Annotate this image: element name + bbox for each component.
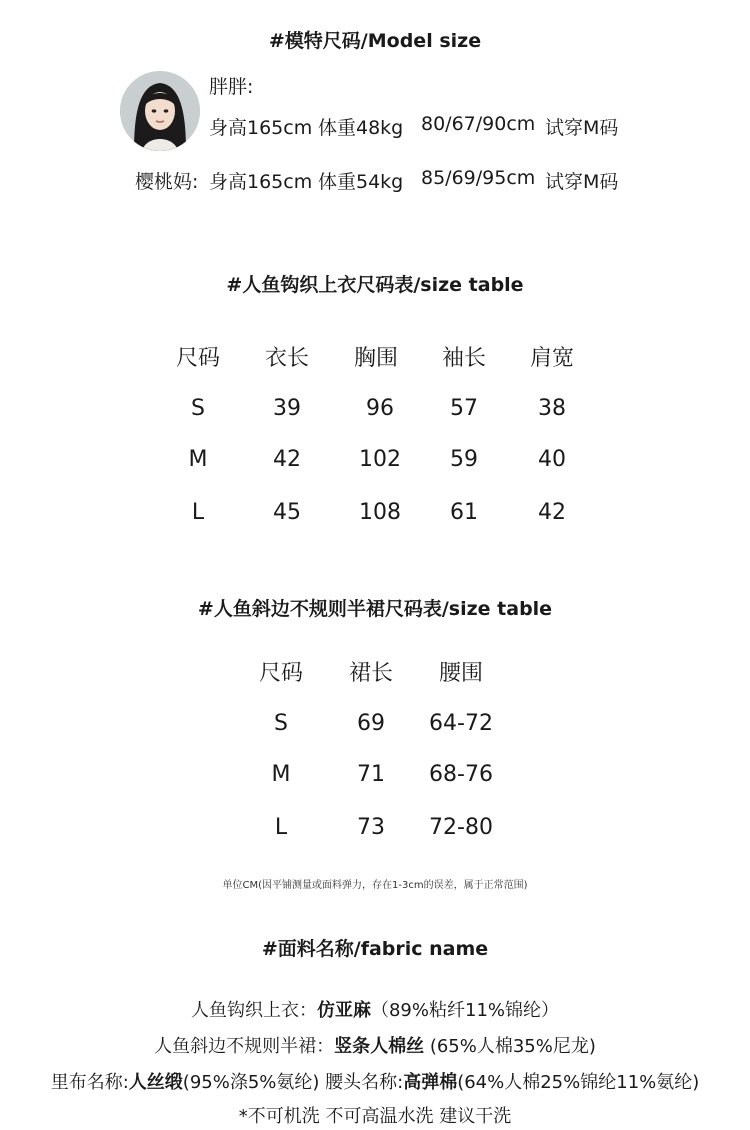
table-cell: 73: [357, 815, 385, 840]
table-cell: 42: [538, 500, 566, 525]
model2-try-size: 试穿M码: [545, 171, 619, 193]
model1-height: 身高165cm: [209, 117, 313, 139]
model2-measurements: 85/69/95cm: [421, 167, 536, 189]
table-cell: L: [191, 500, 205, 525]
table-cell: 42: [273, 447, 301, 472]
table-cell: 39: [273, 396, 301, 421]
fabric-composition: （89%粘纤11%锦纶）: [370, 1000, 559, 1021]
model1-name: 胖胖:: [209, 76, 254, 98]
measurement-note: 单位CM(因平铺测量或面料弹力，存在1-3cm的误差，属于正常范围): [222, 880, 528, 891]
model-size-heading: #模特尺码/Model size: [268, 30, 482, 52]
model-photo: [120, 71, 200, 151]
model1-try-size: 试穿M码: [545, 117, 619, 139]
table-header-cell: 裙长: [348, 661, 393, 686]
model1-weight: 体重48kg: [318, 117, 404, 139]
fabric-material: 竖条人棉丝: [334, 1036, 425, 1057]
table-cell: 40: [538, 447, 566, 472]
fabric-material: 仿亚麻: [316, 1000, 371, 1021]
model2-height: 身高165cm: [209, 171, 313, 193]
table-cell: 57: [450, 396, 478, 421]
table-header-cell: 尺码: [258, 661, 303, 686]
table-cell: 71: [357, 762, 385, 787]
fabric-composition: (64%人棉25%锦纶11%氨纶): [457, 1072, 700, 1093]
table-cell: M: [188, 447, 208, 472]
table-cell: M: [271, 762, 291, 787]
table-header-cell: 尺码: [175, 346, 220, 371]
fabric-label: 人鱼斜边不规则半裙：: [154, 1036, 335, 1057]
table-cell: 45: [273, 500, 301, 525]
fabric-heading: #面料名称/fabric name: [261, 938, 489, 960]
top-size-table-heading: #人鱼钩织上衣尺码表/size table: [226, 274, 524, 296]
table-cell: 102: [359, 447, 401, 472]
table-cell: S: [191, 396, 205, 421]
model2-weight: 体重54kg: [318, 171, 404, 193]
fabric-material: 高弹棉: [403, 1072, 458, 1093]
skirt-size-table-heading: #人鱼斜边不规则半裙尺码表/size table: [197, 598, 553, 620]
table-cell: 61: [450, 500, 478, 525]
fabric-line-skirt: [0, 1032, 750, 1058]
table-cell: L: [274, 815, 288, 840]
table-cell: 59: [450, 447, 478, 472]
table-header-cell: 肩宽: [529, 346, 574, 371]
table-cell: S: [274, 711, 288, 736]
fabric-composition: (65%人棉35%尼龙): [424, 1036, 596, 1057]
table-header-cell: 袖长: [441, 346, 486, 371]
table-cell: 68-76: [429, 762, 493, 787]
fabric-composition: (95%涤5%氨纶) 腰头名称:: [182, 1072, 404, 1093]
fabric-material: 人丝缎: [128, 1072, 183, 1093]
fabric-line-top: [0, 996, 750, 1022]
table-cell: 64-72: [429, 711, 493, 736]
table-cell: 96: [366, 396, 394, 421]
model-avatar: [120, 71, 200, 151]
table-cell: 69: [357, 711, 385, 736]
table-cell: 72-80: [429, 815, 493, 840]
fabric-line-lining: [0, 1068, 750, 1094]
fabric-label: 人鱼钩织上衣：: [190, 1000, 317, 1021]
table-header-cell: 腰围: [438, 661, 483, 686]
table-header-cell: 衣长: [264, 346, 309, 371]
table-header-cell: 胸围: [353, 346, 398, 371]
fabric-label: 里布名称:: [50, 1072, 129, 1093]
model1-measurements: 80/67/90cm: [421, 113, 536, 135]
care-instructions: *不可机洗 不可高温水洗 建议干洗: [238, 1106, 512, 1127]
table-cell: 38: [538, 396, 566, 421]
model2-name: 樱桃妈:: [135, 171, 199, 193]
table-cell: 108: [359, 500, 401, 525]
